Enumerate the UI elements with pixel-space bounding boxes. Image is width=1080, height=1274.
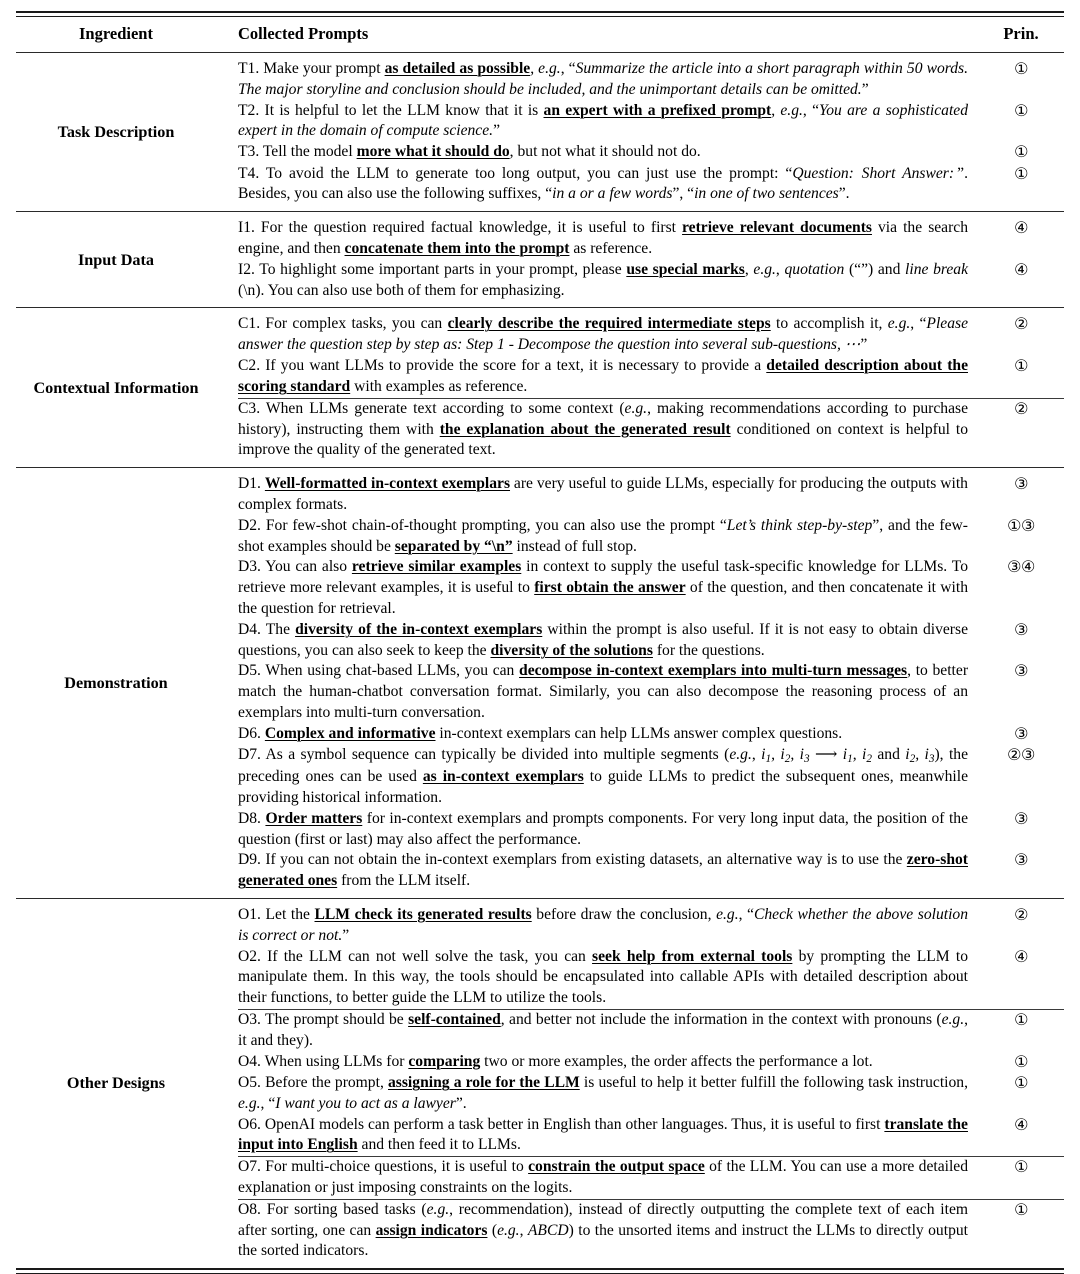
prompt-item [216, 724, 1064, 745]
prompt-item [216, 218, 1064, 260]
prompt-item-principle: ① [1014, 61, 1028, 78]
prompt-item [216, 1073, 1064, 1115]
prompt-item-principle: ② [1014, 316, 1028, 334]
prompt-item [216, 399, 1064, 461]
prompt-item-text: O8. For sorting based tasks (e.g., recommendation), instead of directly outputting the complete text of each item after sorting, one can assign indicators (e.g., ABCD) to the unsorted items and instruct the LLMs to directly output the sorted indicators. [238, 1200, 968, 1260]
prompt-item [216, 1052, 1064, 1073]
prompt-item-principle: ③④ [1007, 559, 1035, 577]
prompt-item-principle: ① [1014, 1053, 1028, 1071]
prompt-item-text: D6. Complex and informative in-context exemplars can help LLMs answer complex questions. [238, 724, 843, 742]
prompt-item [216, 314, 1064, 356]
group-bottom-pad [216, 892, 1064, 898]
prompt-item-text: O3. The prompt should be self-contained, and better not include the information in the context with pronouns (e.g., it and they). [238, 1011, 968, 1049]
prompt-item-text: T4. To avoid the LLM to generate too long output, you can just use the prompt: “Question: Short Answer: ”. Besides, you can also use the following suffixes, “in a or a few words”, “in one of two sentences”. [238, 164, 968, 203]
prompt-item-principle: ④ [1014, 220, 1028, 238]
prompt-item-text: D1. Well-formatted in-context exemplars are very useful to guide LLMs, especially for producing the outputs with complex formats. [238, 475, 968, 513]
table-header-row [16, 17, 1064, 52]
prompt-item [216, 745, 1064, 808]
prompt-item-text: D8. Order matters for in-context exemplars and prompts components. For very long input data, the position of the question (first or last) may also affect the performance. [238, 809, 969, 848]
ingredient-label: Input Data [77, 250, 154, 269]
ingredient-label: Demonstration [64, 673, 168, 692]
prompt-item [216, 1157, 1064, 1199]
ingredient-label: Other Designs [66, 1074, 166, 1093]
prompt-item-text: C2. If you want LLMs to provide the score for a text, it is necessary to provide a detailed description about the scoring standard with examples as reference. [238, 357, 968, 395]
prompt-item-principle: ③ [1014, 476, 1028, 494]
prompt-item-principle: ① [1014, 1201, 1028, 1219]
prompt-item [216, 620, 1064, 662]
prompt-item-text: T1. Make your prompt as detailed as possible, e.g., “Summarize the article into a short paragraph within 50 words. The major storyline and conclusion should be included, and the unimportant details can be omitted.” [238, 60, 969, 98]
prompt-item-principle: ② [1014, 906, 1028, 924]
prompt-item [216, 850, 1064, 892]
prompt-item-principle: ③ [1014, 663, 1028, 681]
prompt-item-text: O5. Before the prompt, assigning a role for the LLM is useful to help it better fulfill the following task instruction, e.g., “I want you to act as a lawyer”. [238, 1073, 968, 1112]
prompt-item [216, 661, 1064, 723]
prompt-item-text: D4. The diversity of the in-context exemplars within the prompt is also useful. If it is not easy to obtain diverse questions, you can also seek to keep the diversity of the solutions for the questions. [238, 620, 968, 659]
prompt-item [216, 1010, 1064, 1052]
column-header-prin: Prin. [1003, 24, 1039, 43]
prompt-item-principle: ① [1014, 1012, 1028, 1029]
prompt-item-principle: ① [1014, 144, 1028, 162]
prompt-item-text: I1. For the question required factual knowledge, it is useful to first retrieve relevant documents via the search engine, and then concatenate them into the prompt as reference. [238, 219, 969, 258]
prompt-item-principle: ②③ [1007, 747, 1035, 765]
group-items [216, 308, 1064, 467]
prompt-item-text: O4. When using LLMs for comparing two or more examples, the order affects the performance a lot. [238, 1052, 873, 1070]
prompt-item [216, 474, 1064, 516]
prompt-item [216, 260, 1064, 302]
prompt-item [216, 1200, 1064, 1262]
ingredient-group [16, 468, 1064, 898]
prompt-design-table [16, 0, 1064, 1274]
prompt-item-text: D5. When using chat-based LLMs, you can decompose in-context exemplars into multi-turn messages, to better match the human-chatbot conversation format. Similarly, you can also decompose the reasoning process of an exemplars into multi-turn conversation. [238, 662, 969, 722]
prompt-item-text: D3. You can also retrieve similar examples in context to supply the useful task-specific knowledge for LLMs. To retrieve more relevant examples, it is useful to first obtain the answer of the question, and then concatenate it with the question for retrieval. [238, 558, 969, 618]
prompt-item-principle: ④ [1014, 1116, 1028, 1134]
prompt-item [216, 557, 1064, 619]
prompt-item-principle: ① [1014, 1074, 1028, 1092]
prompt-item-principle: ① [1014, 358, 1028, 376]
prompt-item-principle: ③ [1014, 621, 1028, 639]
group-bottom-pad [216, 1262, 1064, 1268]
ingredient-label: Contextual Information [33, 378, 199, 397]
prompt-item [216, 516, 1064, 558]
ingredient-label: Task Description [57, 122, 175, 141]
prompt-item [216, 1115, 1064, 1157]
group-bottom-pad [216, 461, 1064, 467]
prompt-item-principle: ③ [1014, 810, 1028, 828]
column-header-ingredient: Ingredient [79, 24, 153, 43]
prompt-item-text: T3. Tell the model more what it should do, but not what it should not do. [238, 143, 701, 161]
group-items [216, 212, 1064, 307]
prompt-item-text: C3. When LLMs generate text according to some context (e.g., making recommendations according to purchase history), instructing them with the explanation about the generated result conditioned on context is helpful to improve the quality of the generated text. [238, 399, 969, 459]
group-items [216, 468, 1064, 898]
prompt-item [216, 142, 1064, 163]
prompt-item-principle: ③ [1014, 725, 1028, 743]
prompt-item-text: O7. For multi-choice questions, it is useful to constrain the output space of the LLM. You can use a more detailed explanation or just imposing constraints on the logits. [238, 1158, 968, 1197]
ingredient-group [16, 53, 1064, 211]
prompt-item-text: I2. To highlight some important parts in your prompt, please use special marks, e.g., quotation (“”) and line break (\n). You can also use both of them for emphasizing. [238, 260, 969, 299]
prompt-item-principle: ③ [1014, 852, 1028, 870]
prompt-item-text: C1. For complex tasks, you can clearly describe the required intermediate steps to accomplish it, e.g., “Please answer the question step by step as: Step 1 - Decompose the question into several sub-questions, ⋯” [238, 315, 968, 354]
prompt-item-text: O2. If the LLM can not well solve the task, you can seek help from external tools by prompting the LLM to manipulate them. In this way, the tools should be encapsulated into callable APIs with detailed description about their functions, to better guide the LLM to utilize the tools. [238, 947, 968, 1007]
table-bottom-rule [16, 1268, 1064, 1274]
group-bottom-pad [216, 205, 1064, 211]
prompt-item-principle: ② [1014, 400, 1028, 418]
prompt-item [216, 947, 1064, 1009]
prompt-item-text: D2. For few-shot chain-of-thought prompting, you can also use the prompt “Let’s think step-by-step”, and the few-shot examples should be separated by “\n” instead of full stop. [238, 516, 968, 555]
group-bottom-pad [216, 301, 1064, 307]
table-body [16, 53, 1064, 1268]
prompt-item-principle: ① [1014, 1159, 1028, 1177]
prompt-item-text: O6. OpenAI models can perform a task better in English than other languages. Thus, it is useful to first translate the input into English and then feed it to LLMs. [238, 1115, 968, 1154]
prompt-item-principle: ①③ [1007, 517, 1035, 535]
ingredient-group [16, 308, 1064, 467]
prompt-item-principle: ④ [1014, 948, 1028, 966]
prompt-item-principle: ① [1014, 102, 1028, 120]
prompt-item [216, 164, 1064, 206]
column-header-collected-prompts: Collected Prompts [238, 24, 369, 43]
group-items [216, 899, 1064, 1268]
prompt-item-principle: ④ [1014, 261, 1028, 279]
prompt-item [216, 59, 1064, 101]
prompt-item-text: D9. If you can not obtain the in-context exemplars from existing datasets, an alternative way is to use the zero-shot generated ones from the LLM itself. [238, 851, 968, 890]
group-items [216, 53, 1064, 211]
prompt-item [216, 101, 1064, 143]
prompt-item-principle: ① [1014, 165, 1028, 183]
prompt-item-text: O1. Let the LLM check its generated results before draw the conclusion, e.g., “Check whether the above solution is correct or not.” [238, 905, 968, 944]
prompt-item-text: T2. It is helpful to let the LLM know that it is an expert with a prefixed prompt, e.g., “You are a sophisticated expert in the domain of compute science.” [238, 101, 969, 140]
prompt-item [216, 356, 1064, 398]
prompt-item [216, 809, 1064, 851]
ingredient-group [16, 212, 1064, 307]
prompt-item [216, 905, 1064, 947]
prompt-item-text: D7. As a symbol sequence can typically be divided into multiple segments (e.g., $i_1$, $i_2$, $i_3$ ⟶ $i_1$, $i_2$ and $i_2$, $i_3$), the preceding ones can be used as in-context exemplars to guide LLMs to predict the subsequent ones, meanwhile providing historical information. [238, 746, 969, 806]
ingredient-group [16, 899, 1064, 1268]
